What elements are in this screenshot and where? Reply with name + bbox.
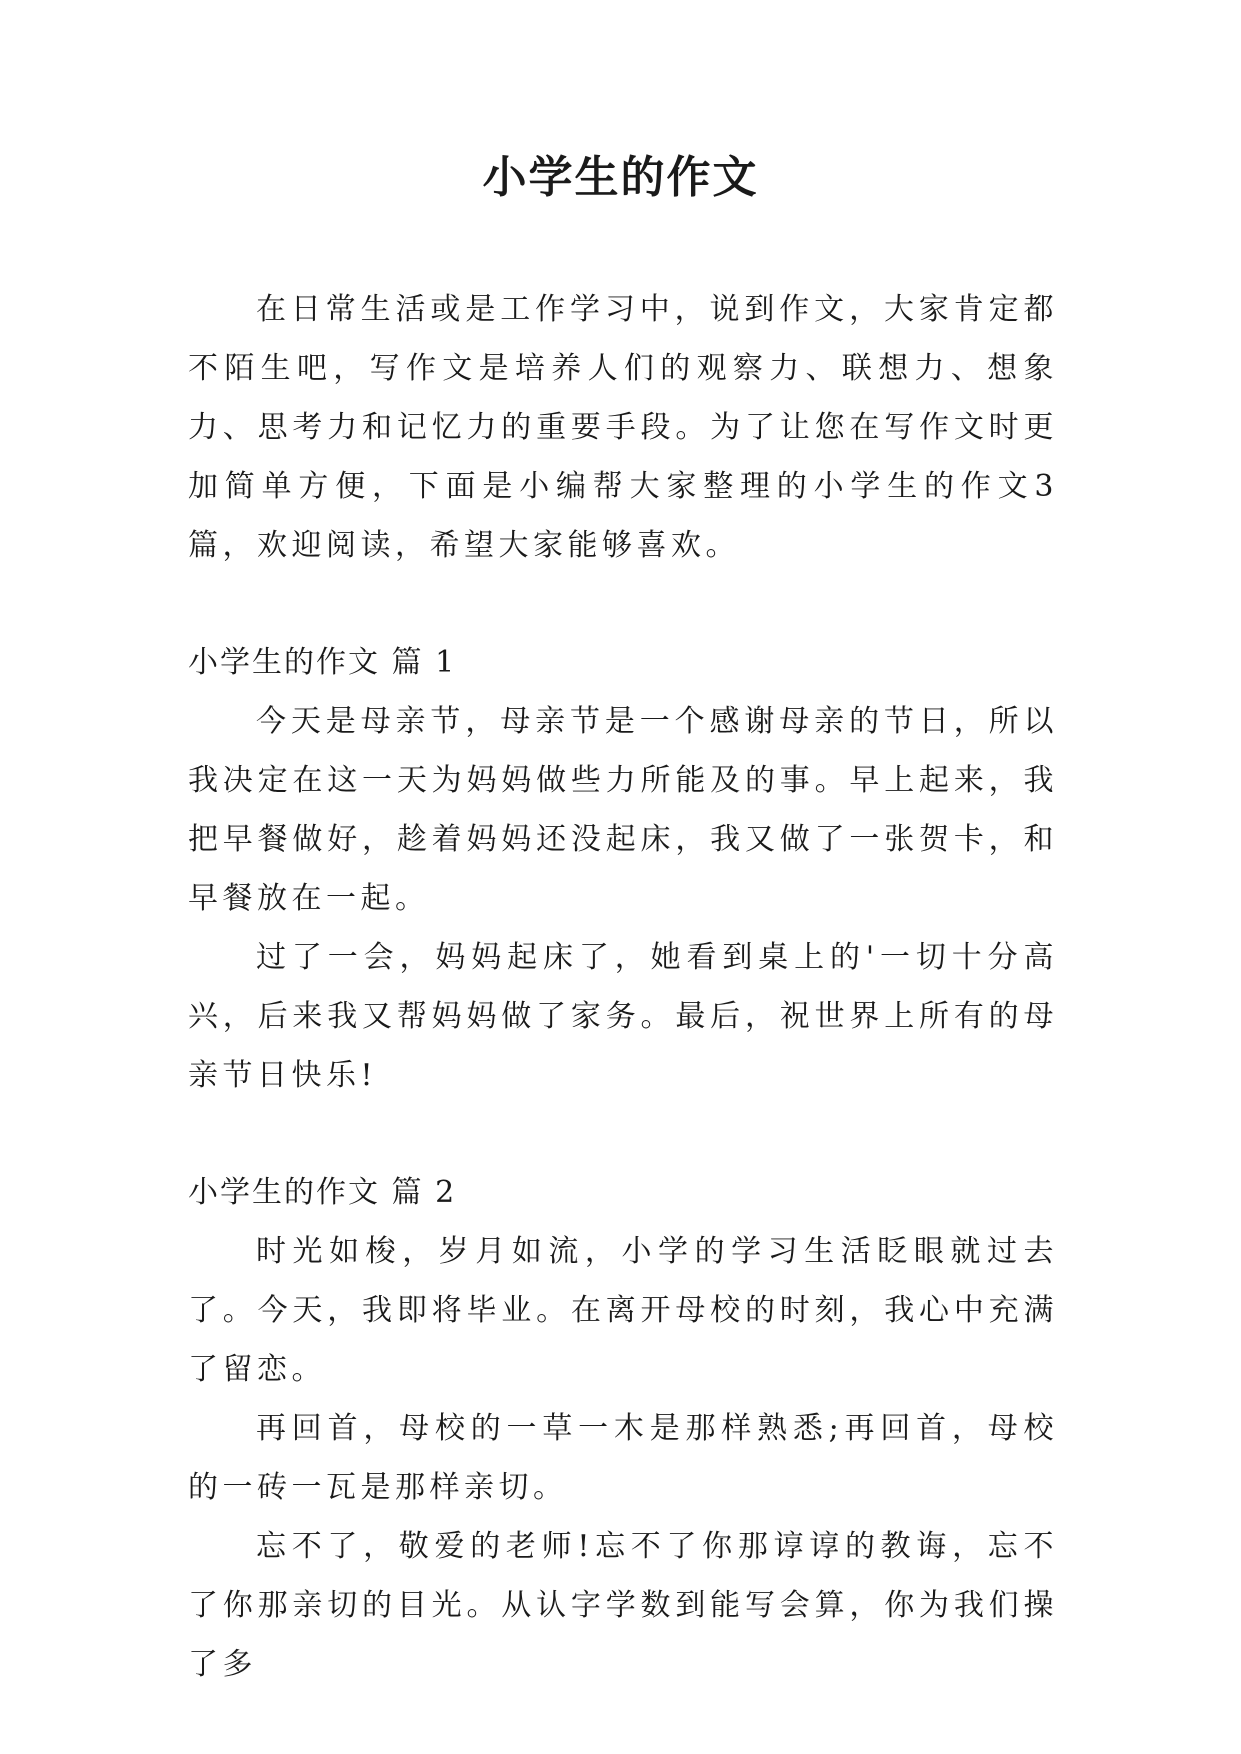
document-title: 小学生的作文 (482, 152, 759, 203)
section-gap (188, 575, 1058, 633)
section-paragraph: 忘不了，敬爱的老师!忘不了你那谆谆的教诲，忘不了你那亲切的目光。从认字学数到能写会算，你为我们操了多 (188, 1529, 1058, 1682)
section-paragraph: 过了一会，妈妈起床了，她看到桌上的'一切十分高兴，后来我又帮妈妈做了家务。最后，祝世界上所有的母亲节日快乐! (188, 940, 1058, 1093)
section-paragraph: 今天是母亲节，母亲节是一个感谢母亲的节日，所以我决定在这一天为妈妈做些力所能及的事。早上起来，我把早餐做好，趁着妈妈还没起床，我又做了一张贺卡，和早餐放在一起。 (188, 704, 1058, 916)
section-heading: 小学生的作文 篇 1 (188, 645, 457, 680)
section-gap (188, 1105, 1058, 1163)
document-body (188, 280, 1058, 1694)
section-heading: 小学生的作文 篇 2 (188, 1175, 457, 1210)
section-paragraph: 时光如梭，岁月如流，小学的学习生活眨眼就过去了。今天，我即将毕业。在离开母校的时刻，我心中充满了留恋。 (188, 1234, 1058, 1387)
intro-paragraph: 在日常生活或是工作学习中，说到作文，大家肯定都不陌生吧，写作文是培养人们的观察力、联想力、想象力、思考力和记忆力的重要手段。为了让您在写作文时更加简单方便，下面是小编帮大家整理的小学生的作文3篇，欢迎阅读，希望大家能够喜欢。 (188, 292, 1058, 563)
section-paragraph: 再回首，母校的一草一木是那样熟悉;再回首，母校的一砖一瓦是那样亲切。 (188, 1411, 1058, 1505)
